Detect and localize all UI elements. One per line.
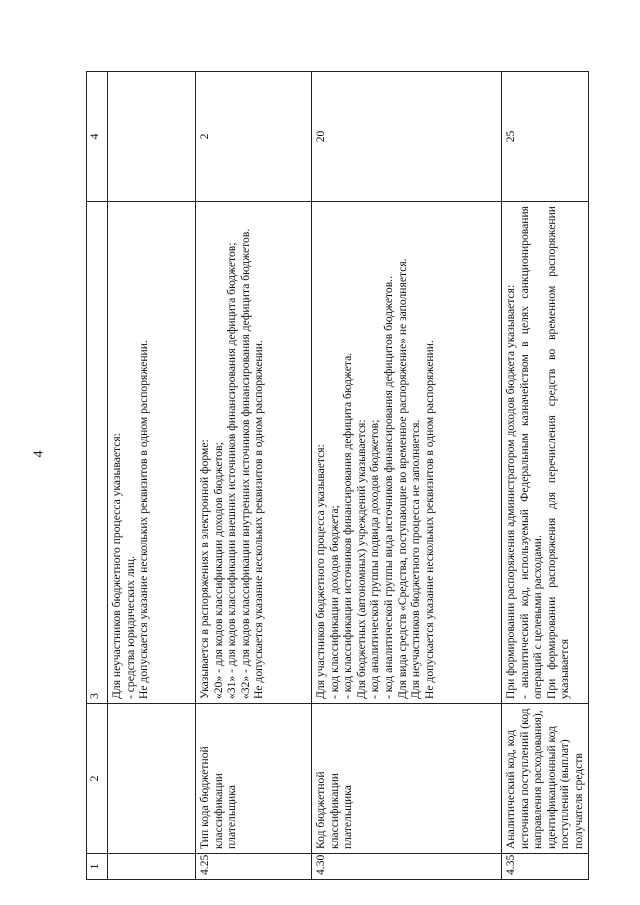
row-name: Аналитический код, код источника поступлений (код направления расходования), идентификационный код поступлений (выплат) получателя средств: [502, 704, 589, 854]
row-number: 4.35: [502, 854, 589, 880]
description-line: Не допускается указание нескольких реквизитов в одном распоряжении.: [422, 340, 436, 699]
description-line: «32» - для кодов классификации внутренних источников финансирования дефицита бюджетов.: [238, 228, 252, 699]
table-row: [196, 72, 312, 880]
row-number: 4.25: [196, 854, 312, 880]
row-number: 4.30: [312, 854, 502, 880]
description-line: Для неучастников бюджетного процесса указывается:: [110, 433, 123, 699]
table-row: [312, 72, 502, 880]
rotated-table: [86, 72, 585, 880]
description-line: Для бюджетных (автономных) учреждений указывается:: [354, 419, 368, 699]
description-line: Не допускается указание нескольких реквизитов в одном распоряжении.: [137, 340, 151, 699]
description-line: Для неучастников бюджетного процесса не заполняется.: [409, 419, 423, 699]
row-description: [108, 202, 196, 704]
requisites-table: [86, 71, 589, 880]
row-length: 2: [196, 72, 312, 202]
header-col-1: 1: [87, 854, 108, 880]
row-description: [312, 202, 502, 704]
description-line: Для вида средств «Средства, поступающие во временное распоряжение» не заполняется.: [395, 258, 409, 699]
table-row: [108, 72, 196, 880]
row-description: [196, 202, 312, 704]
row-length: 25: [502, 72, 589, 202]
description-line: - средства юридических лиц.: [123, 556, 137, 699]
row-name: [108, 704, 196, 854]
table-container: [86, 72, 585, 880]
description-line: Указывается в распоряжениях в электронной форме:: [198, 439, 211, 699]
row-length: [108, 72, 196, 202]
page-number: 4: [31, 450, 47, 458]
header-col-2: 2: [87, 704, 108, 854]
description-line: - код аналитической группы подвида доходов бюджетов;: [368, 419, 382, 699]
header-col-3: 3: [87, 202, 108, 704]
row-name: Код бюджетной классификации плательщика: [312, 704, 502, 854]
description-line: Для участников бюджетного процесса указывается:: [314, 444, 327, 699]
row-name: Тип кода бюджетной классификации плательщика: [196, 704, 312, 854]
table-row: [502, 72, 589, 880]
header-row: [87, 72, 108, 880]
row-number: [108, 854, 196, 880]
description-line: - аналитический код, используемый Федеральным казначейством в целях санкционирования операций с целевыми расходами.: [517, 206, 545, 699]
description-line: «20» - для кодов классификации доходов бюджетов;: [211, 442, 225, 699]
description-line: «31» - для кодов классификации внешних источников финансирования дефицита бюджетов;: [225, 242, 239, 699]
header-col-4: 4: [87, 72, 108, 202]
description-line: При формировании распоряжения для перечисления средств во временном распоряжении указывается: [544, 206, 572, 699]
description-line: При формировании распоряжения администратором доходов бюджета указывается:: [504, 284, 517, 699]
description-line: - код аналитической группы вида источников финансирования дефицитов бюджетов..: [381, 276, 395, 699]
row-description: [502, 202, 589, 704]
description-line: - код классификации источников финансирования дефицита бюджета.: [341, 352, 355, 699]
row-length: 20: [312, 72, 502, 202]
description-line: Не допускается указание нескольких реквизитов в одном распоряжении.: [252, 340, 266, 699]
description-line: - код классификации доходов бюджета;: [327, 505, 341, 699]
